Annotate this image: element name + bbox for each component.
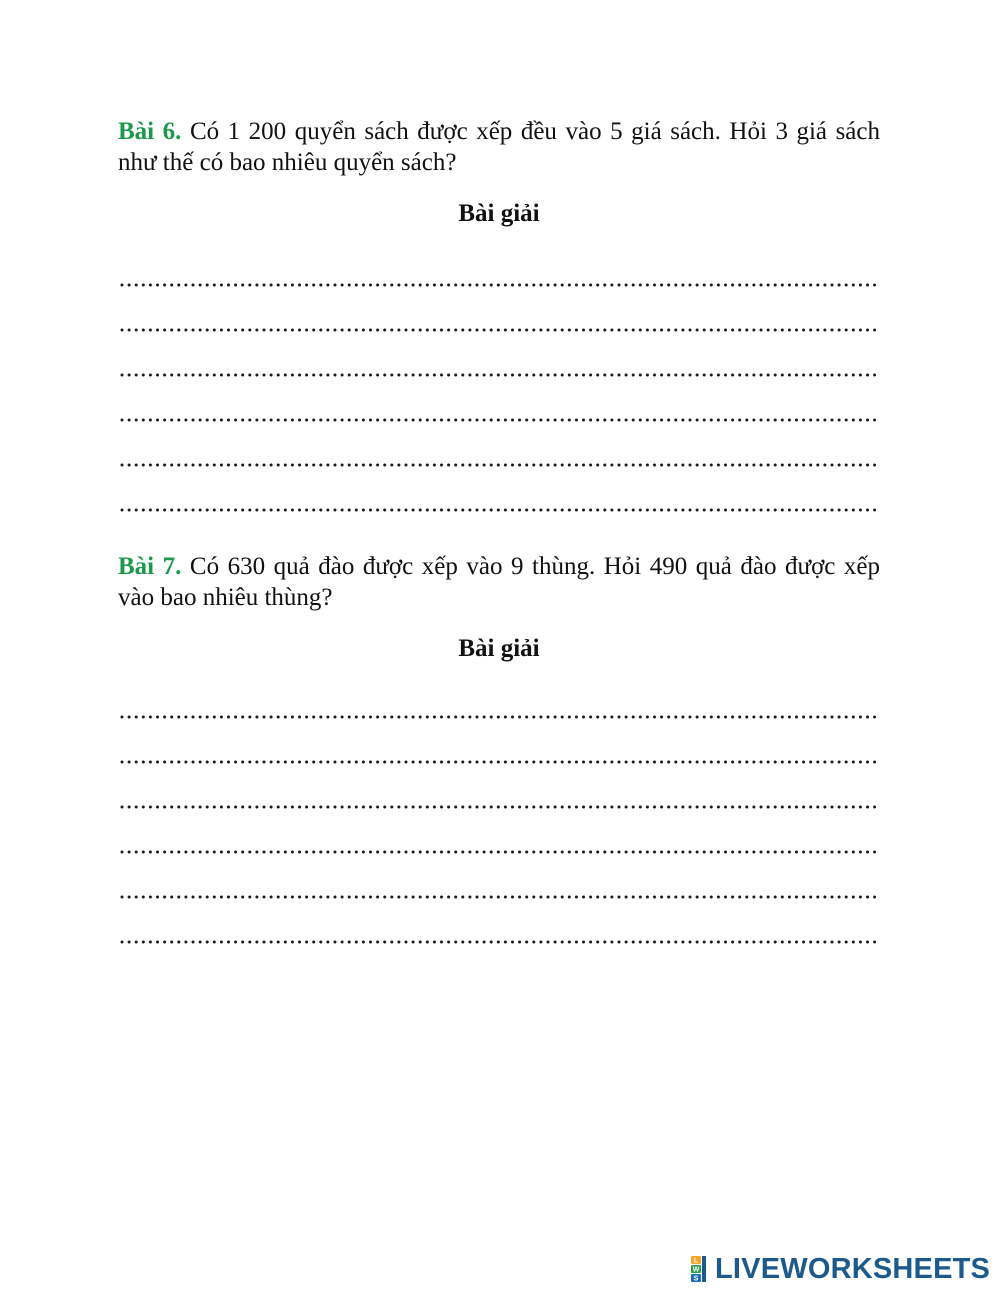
svg-text:S: S	[693, 1275, 699, 1282]
svg-text:W: W	[692, 1266, 700, 1274]
logo-mark-icon	[691, 1256, 713, 1282]
dotted-line-graphic	[120, 417, 876, 423]
dotted-line-graphic	[120, 894, 876, 900]
dotted-line-graphic	[120, 714, 876, 720]
problem-statement	[118, 551, 880, 613]
dotted-line-graphic	[120, 282, 876, 288]
solution-heading: Bài giải	[458, 200, 540, 227]
answer-line-4[interactable]	[120, 417, 876, 423]
liveworksheets-logo	[691, 1254, 990, 1284]
problem-text: Có 630 quả đào được xếp vào 9 thùng. Hỏi 490 quả đào được xếp vào bao nhiêu thùng?	[118, 553, 881, 611]
answer-line-3[interactable]	[120, 804, 876, 810]
solution-heading: Bài giải	[458, 635, 540, 662]
answer-line-1[interactable]	[120, 714, 876, 720]
svg-text:L: L	[693, 1257, 699, 1265]
answer-line-2[interactable]	[120, 759, 876, 765]
dotted-line-graphic	[120, 759, 876, 765]
answer-line-6[interactable]	[120, 939, 876, 945]
dotted-line-graphic	[120, 327, 876, 333]
problem-statement	[118, 116, 880, 178]
exercise-7	[118, 551, 880, 951]
exercise-number: Bài 6.	[118, 118, 182, 145]
answer-line-4[interactable]	[120, 849, 876, 855]
logo-text: LIVEWORKSHEETS	[715, 1253, 991, 1285]
answer-line-6[interactable]	[120, 507, 876, 513]
dotted-line-graphic	[120, 849, 876, 855]
problem-text: Có 1 200 quyển sách được xếp đều vào 5 giá sách. Hỏi 3 giá sách như thế có bao nhiêu quyển sách?	[118, 118, 880, 176]
dotted-line-graphic	[120, 462, 876, 468]
answer-line-5[interactable]	[120, 462, 876, 468]
exercise-6	[118, 116, 880, 516]
dotted-line-graphic	[120, 507, 876, 513]
answer-line-3[interactable]	[120, 372, 876, 378]
exercise-number: Bài 7.	[118, 553, 182, 580]
answer-line-1[interactable]	[120, 282, 876, 288]
answer-line-5[interactable]	[120, 894, 876, 900]
dotted-line-graphic	[120, 939, 876, 945]
answer-line-2[interactable]	[120, 327, 876, 333]
dotted-line-graphic	[120, 804, 876, 810]
dotted-line-graphic	[120, 372, 876, 378]
